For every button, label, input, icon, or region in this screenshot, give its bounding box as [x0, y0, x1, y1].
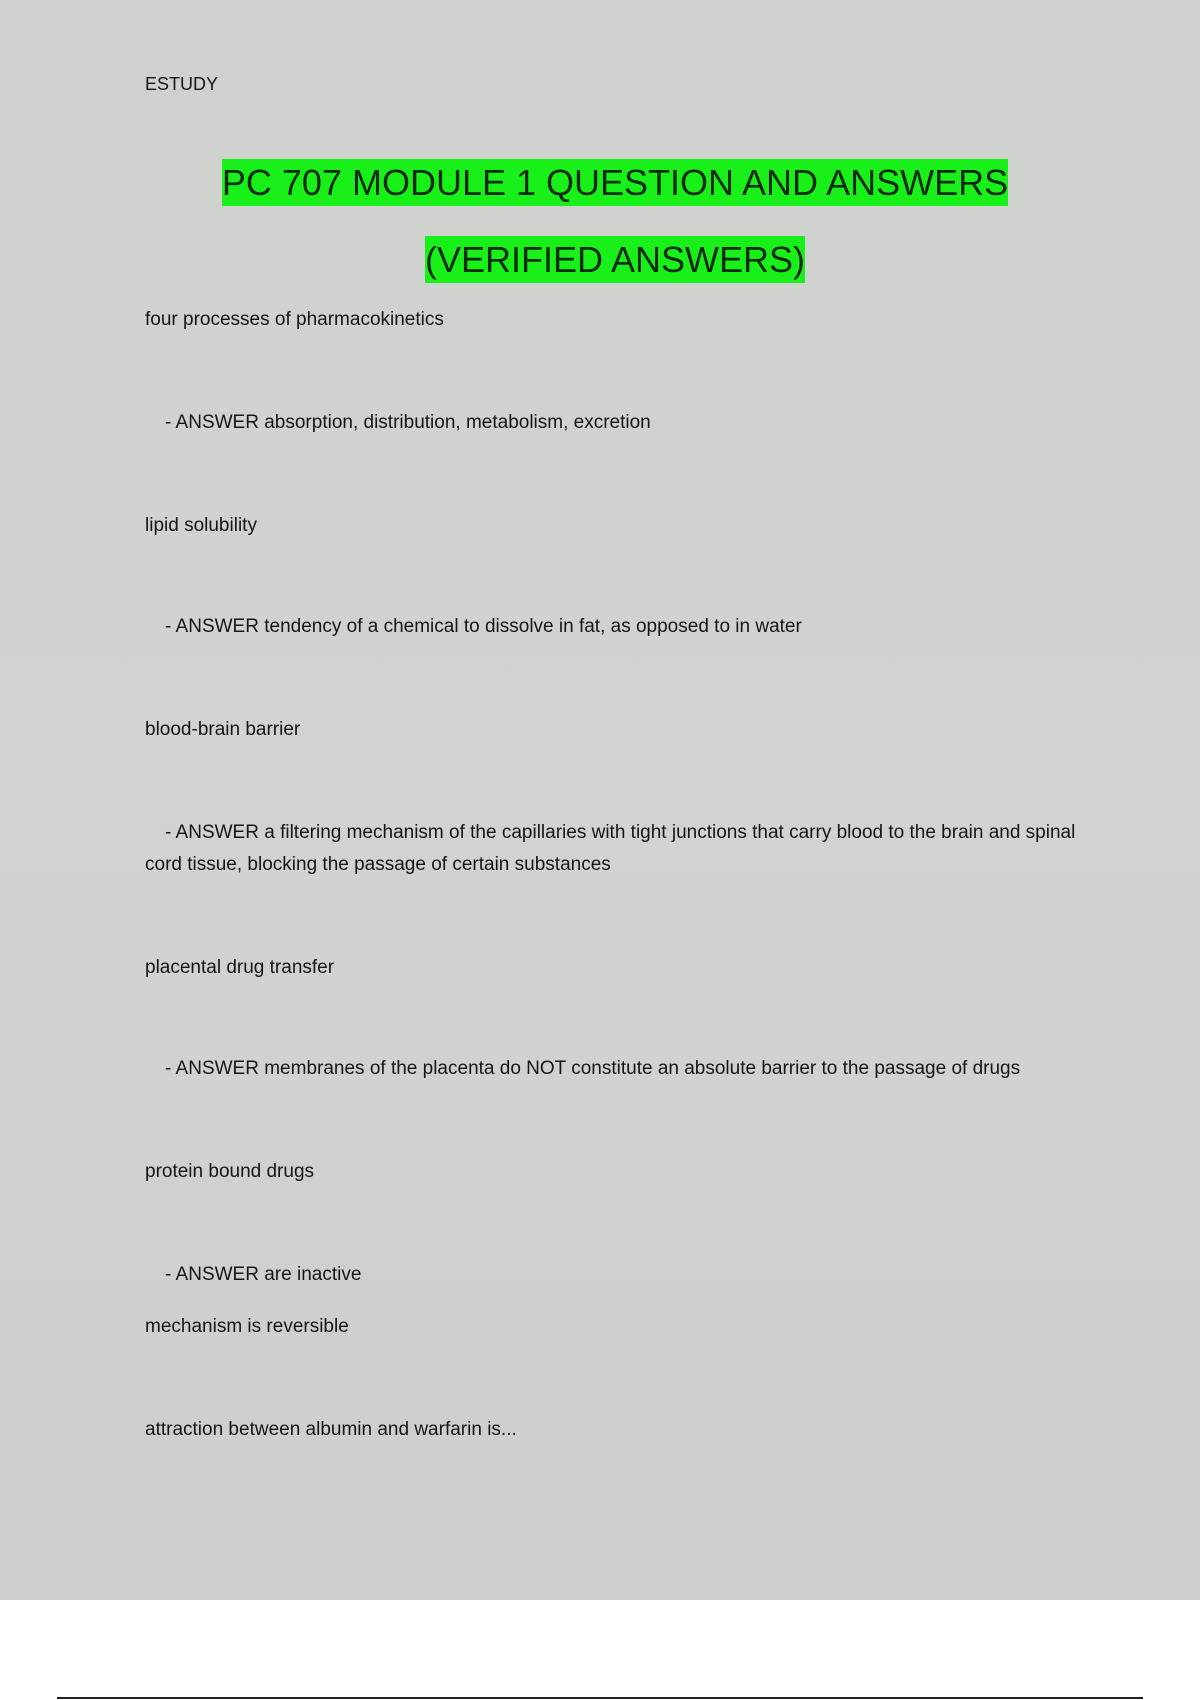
header-label: ESTUDY — [145, 74, 219, 94]
answer-5: - ANSWER are inactive — [165, 1264, 362, 1285]
term-1: four processes of pharmacokinetics — [145, 309, 444, 330]
answer-1: - ANSWER absorption, distribution, metabolism, excretion — [165, 412, 651, 433]
footer-divider — [57, 1697, 1143, 1699]
answer-5-continuation: mechanism is reversible — [145, 1316, 349, 1337]
answer-3: - ANSWER a filtering mechanism of the capillaries with tight junctions that carry blood to the brain and spinal cord tissue, blocking the passage of certain substances — [145, 822, 1076, 875]
answer-2: - ANSWER tendency of a chemical to dissolve in fat, as opposed to in water — [165, 616, 802, 637]
document-title — [145, 144, 1085, 298]
term-5: protein bound drugs — [145, 1161, 315, 1182]
title-highlight: PC 707 MODULE 1 QUESTION AND ANSWERS (VERIFIED ANSWERS) — [222, 159, 1008, 283]
term-4: placental drug transfer — [145, 957, 335, 978]
answer-4: - ANSWER membranes of the placenta do NOT constitute an absolute barrier to the passage of drugs — [165, 1058, 1021, 1079]
term-6: attraction between albumin and warfarin is... — [145, 1419, 517, 1440]
term-2: lipid solubility — [145, 515, 257, 536]
term-3: blood-brain barrier — [145, 719, 301, 740]
